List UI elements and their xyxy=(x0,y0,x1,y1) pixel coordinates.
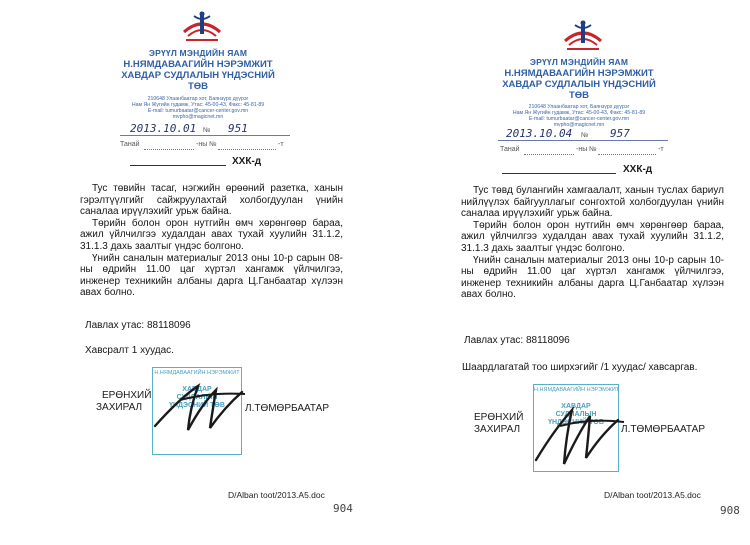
stamp-line2: ХАВДАР xyxy=(561,403,591,410)
signer-name: Л.ТӨМӨРБААТАР xyxy=(245,403,330,414)
handwritten-signature-icon xyxy=(150,378,250,443)
signer-title xyxy=(96,390,152,414)
number-sign: № xyxy=(581,132,589,139)
letter-body xyxy=(461,185,724,301)
paragraph-3: Үнийн саналын материалыг 2013 оны 10-р сарын 08-ны өдрийн 11.00 цаг хүртэл хангамж үйлчилгээ, инженер техникийн албаны дарга Ц.Ганбаатар хүлээн авах болно. xyxy=(80,252,343,299)
nyi-no-blank xyxy=(218,141,276,150)
page-number: 908 xyxy=(720,504,740,517)
paragraph-1: Тус төвд булангийн хамгаалалт, ханын туслах бариул нийлүүлэх байгууллагыг сонгохтой холбогдуулан үнийн саналаа ирүүлэхийг урьж байна. xyxy=(461,185,724,220)
stamp-line1: Н.НЯМДАВААГИЙН НЭРЭМЖИТ xyxy=(154,370,240,376)
page-number: 904 xyxy=(333,502,353,515)
address-line4: mvpho@magicnet.mn xyxy=(172,114,224,120)
tanai-label: Танай xyxy=(120,141,140,148)
file-path: D/Alban toot/2013.A5.doc xyxy=(228,490,325,500)
rr-label: -т xyxy=(658,146,664,153)
emblem-logo-icon xyxy=(180,10,224,44)
signer-title xyxy=(474,412,523,436)
signer-title-line2: ЗАХИРАЛ xyxy=(96,402,143,413)
signer-title-line1: ЕРӨНХИЙ xyxy=(474,412,524,423)
address-line3: E-mail: tumurbaatar@cancer-center.gov.mn xyxy=(147,108,249,114)
signer-title-line1: ЕРӨНХИЙ xyxy=(102,390,152,401)
outgoing-date: 2013.10.04 xyxy=(506,127,573,140)
address-line1: 210648 Улаанбаатар хот, Баянзүрх дүүрэг xyxy=(528,104,630,110)
org-name-line2: ХАВДАР СУДЛАЛЫН ҮНДЭСНИЙ xyxy=(502,79,656,90)
ministry-name: ЭРҮҮЛ МЭНДИЙН ЯАМ xyxy=(529,57,629,67)
tanai-blank xyxy=(524,146,574,155)
number-sign: № xyxy=(203,127,211,134)
stamp-line4: ҮНДЭСНИЙ ТӨВ xyxy=(548,419,604,426)
address-line3: E-mail: tumurbaatar@cancer-center.gov.mn xyxy=(528,116,630,122)
phone-line: Лавлах утас: 88118096 xyxy=(85,320,191,331)
address-line2: Нам Ян Жүгийн гудамж, Утас: 45-00-43, Факс: 45-81-89 xyxy=(512,110,646,116)
org-name-line1: Н.НЯМДАВААГИЙН НЭРЭМЖИТ xyxy=(504,68,654,79)
paragraph-2: Төрийн болон орон нутгийн өмч хөрөнгөөр бараа, ажил үйлчилгээ худалдан авах тухай хуулийн 31.1.2, 31.1.3 дахь заалтыг үндэс болгоно. xyxy=(80,217,343,252)
attachment-line: Шаардлагатай тоо ширхэгийг /1 хуудас/ хавсаргав. xyxy=(462,362,698,373)
tanai-blank xyxy=(144,141,194,150)
emblem-logo-icon xyxy=(561,19,605,53)
recipient-suffix: ХХК-д xyxy=(623,164,653,175)
paragraph-3: Үнийн саналын материалыг 2013 оны 10-р сарын 10-ны өдрийн 11.00 цаг хүртэл хангамж үйлчилгээ, инженер техникийн албаны дарга Ц.Ганбаатар хүлээн авах болно. xyxy=(461,254,724,301)
rr-label: -т xyxy=(278,141,284,148)
org-name-line2: ХАВДАР СУДЛАЛЫН ҮНДЭСНИЙ xyxy=(121,70,275,81)
recipient-blank xyxy=(502,173,616,174)
org-name-line3: ТӨВ xyxy=(187,81,209,92)
stamp-line4: ҮНДЭСНИЙ ТӨВ xyxy=(169,402,225,409)
stamp-line3: СУДЛАЛЫН xyxy=(176,394,218,401)
outgoing-number: 951 xyxy=(228,122,248,135)
phone-line: Лавлах утас: 88118096 xyxy=(464,335,570,346)
org-name-line3: ТӨВ xyxy=(568,90,590,101)
handwritten-signature-icon xyxy=(528,400,628,475)
address-line2: Нам Ян Жүгийн гудамж, Утас: 45-00-43, Факс: 45-81-89 xyxy=(131,102,265,108)
stamp-line2: ХАВДАР xyxy=(182,386,212,393)
nyi-no-label: -ны № xyxy=(576,146,597,153)
attachment-line: Хавсралт 1 хуудас. xyxy=(85,345,174,356)
paragraph-1: Тус төвийн тасаг, нэгжийн өрөөний разетка, ханын гэрэлтүүлгийг сайжруулахтай холбогдуулан үнийн саналаа ирүүлэхийг урьж байна. xyxy=(80,183,343,218)
file-path: D/Alban toot/2013.A5.doc xyxy=(604,490,701,500)
outgoing-number: 957 xyxy=(610,127,630,140)
letter-body xyxy=(80,183,343,299)
right-letter xyxy=(376,0,750,545)
stamp-line1: Н.НЯМДАВААГИЙН НЭРЭМЖИТ xyxy=(534,387,620,393)
recipient-blank xyxy=(130,165,226,166)
outgoing-date: 2013.10.01 xyxy=(130,122,197,135)
tanai-label: Танай xyxy=(500,146,520,153)
address-line1: 210648 Улаанбаатар хот, Баянзүрх дүүрэг xyxy=(147,96,249,102)
ministry-name: ЭРҮҮЛ МЭНДИЙН ЯАМ xyxy=(148,48,248,58)
address-line4: mvpho@magicnet.mn xyxy=(553,122,605,128)
paragraph-2: Төрийн болон орон нутгийн өмч хөрөнгөөр бараа, ажил үйлчилгээ худалдан авах тухай хуулийн 31.1.2, 31.1.3 дахь заалтыг үндэс болгоно. xyxy=(461,219,724,254)
org-name-line1: Н.НЯМДАВААГИЙН НЭРЭМЖИТ xyxy=(123,59,273,70)
stamp-line3: СУДЛАЛЫН xyxy=(555,411,597,418)
signer-title-line2: ЗАХИРАЛ xyxy=(474,424,521,435)
recipient-suffix: ХХК-д xyxy=(232,156,262,167)
nyi-no-blank xyxy=(598,146,656,155)
signer-name: Л.ТӨМӨРБААТАР xyxy=(621,424,706,435)
nyi-no-label: -ны № xyxy=(196,141,217,148)
